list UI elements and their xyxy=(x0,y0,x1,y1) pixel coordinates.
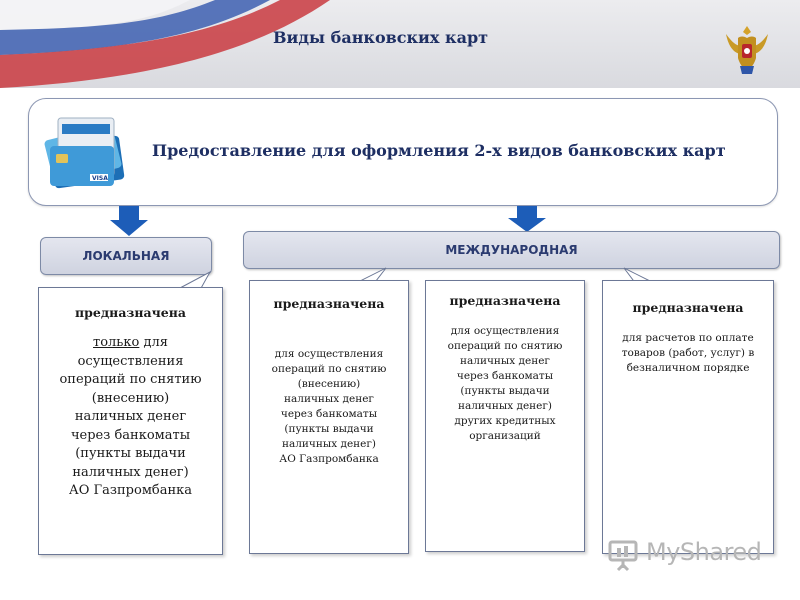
panel-line: через банкоматы xyxy=(280,408,378,420)
arrow-down-icon xyxy=(110,206,148,236)
panel-heading: предназначена xyxy=(449,293,561,308)
panel-line: для xyxy=(143,335,168,350)
panel-line: для расчетов по оплате xyxy=(622,332,754,344)
international-panel-1 xyxy=(249,280,409,554)
panel-line: (пункты выдачи xyxy=(460,385,550,397)
bank-cards-icon xyxy=(40,110,136,196)
arrow-down-icon xyxy=(508,206,546,232)
watermark-text: MyShared xyxy=(646,538,762,566)
panel-line: для осуществления xyxy=(450,325,560,337)
panel-line: безналичном порядке xyxy=(626,362,750,374)
panel-line: операций по снятию xyxy=(447,340,563,352)
header-text: Предоставление для оформления 2-х видов банковских карт xyxy=(152,141,726,160)
panel-line: других кредитных xyxy=(454,415,556,427)
panel-heading: предназначена xyxy=(75,305,186,320)
coat-of-arms-icon xyxy=(718,20,776,78)
panel-line: наличных денег xyxy=(74,409,187,424)
local-card-label-text: ЛОКАЛЬНАЯ xyxy=(82,249,170,263)
panel-line: наличных денег) xyxy=(282,438,376,450)
panel-line: для осуществления xyxy=(274,348,384,360)
panel-line: АО Газпромбанка xyxy=(279,453,379,465)
watermark xyxy=(608,538,778,572)
local-card-panel xyxy=(38,287,223,555)
international-panel-2 xyxy=(425,280,585,552)
panel-line: через банкоматы xyxy=(70,427,191,443)
panel-line: операций по снятию xyxy=(271,363,387,375)
panel-line: организаций xyxy=(469,430,541,442)
international-card-label-text: МЕЖДУНАРОДНАЯ xyxy=(445,243,578,257)
panel-line: операций по снятию xyxy=(59,372,202,387)
presentation-icon xyxy=(608,538,640,572)
emphasis-text: только xyxy=(93,335,140,350)
panel-line: товаров (работ, услуг) в xyxy=(621,347,755,359)
panel-line: через банкоматы xyxy=(456,370,554,382)
panel-line: АО Газпромбанка xyxy=(68,483,193,498)
panel-heading: предназначена xyxy=(632,300,744,315)
panel-heading: предназначена xyxy=(273,296,385,311)
panel-line: наличных денег xyxy=(284,393,374,405)
panel-line: наличных денег) xyxy=(458,400,552,412)
panel-line: (пункты выдачи xyxy=(75,446,186,461)
svg-text:VISA: VISA xyxy=(92,175,108,182)
international-panel-3 xyxy=(602,280,774,554)
panel-line: (внесению) xyxy=(91,390,170,406)
panel-line: (пункты выдачи xyxy=(284,423,374,435)
panel-line: (внесению) xyxy=(297,378,361,390)
panel-line: наличных денег) xyxy=(72,464,189,480)
panel-line: наличных денег xyxy=(460,355,550,367)
international-card-label xyxy=(243,231,780,269)
page-title: Виды банковских карт xyxy=(273,28,489,47)
panel-line: осуществления xyxy=(77,353,184,369)
